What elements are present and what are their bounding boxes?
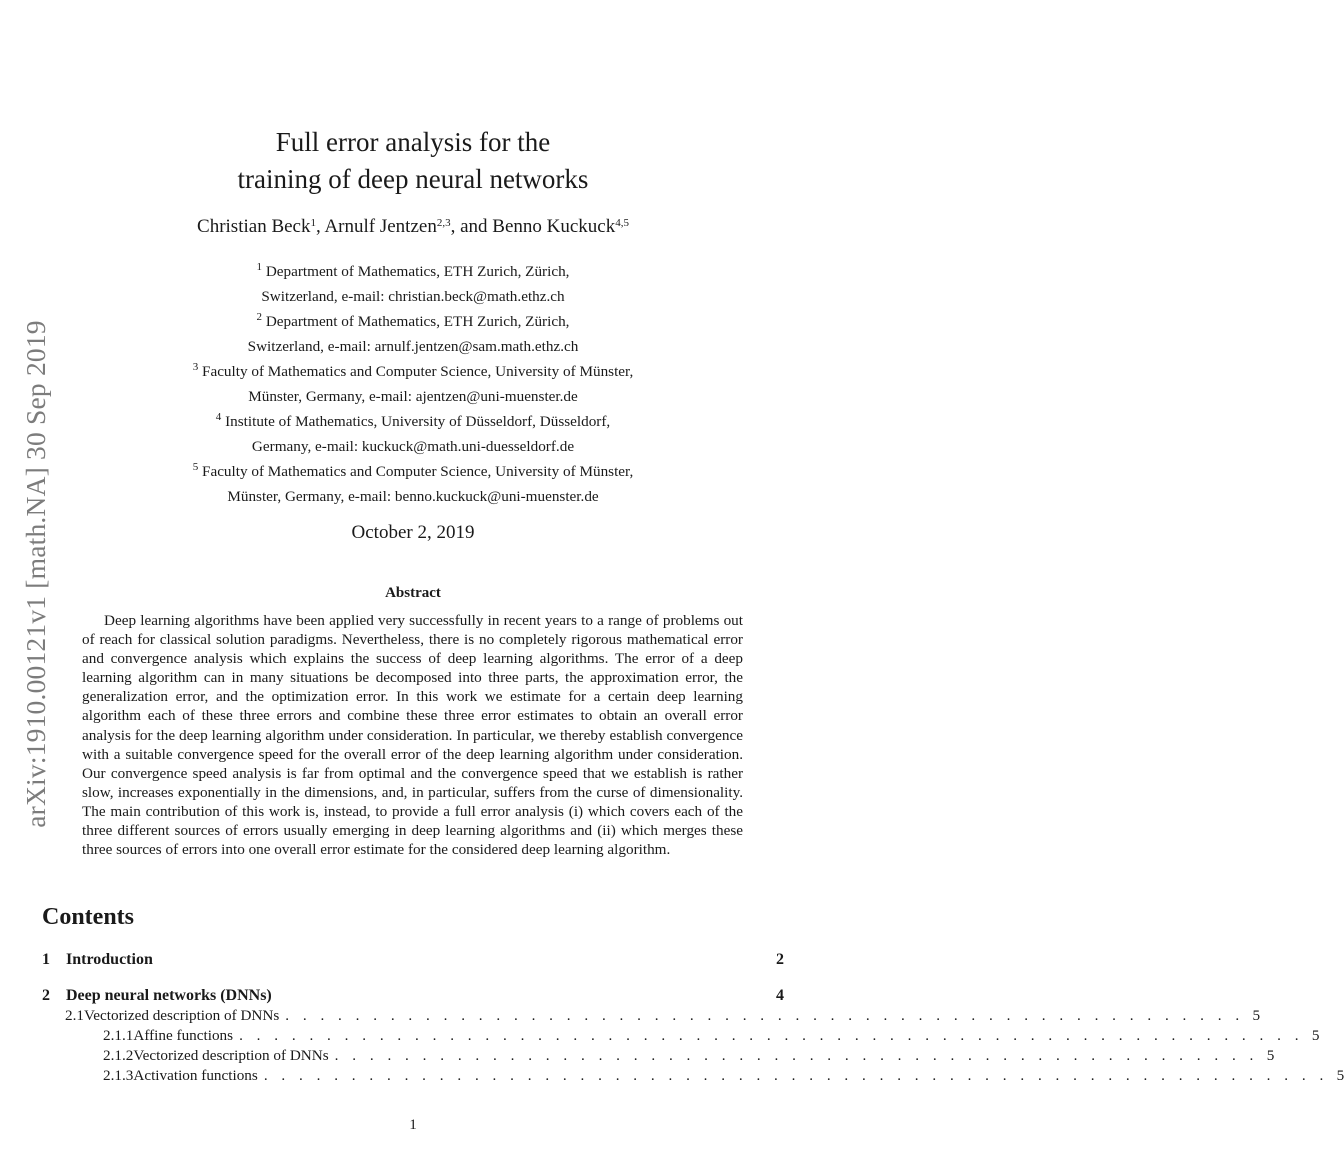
author-list (113, 214, 713, 240)
toc-title: Affine functions (133, 1027, 234, 1044)
author-name: Christian Beck (197, 216, 311, 237)
toc-page: 5 (1336, 1067, 1344, 1084)
toc-title: Activation functions (133, 1067, 258, 1084)
toc-leader-dots: . . . . . . . . . . . . . . . . . . . . . . . . . . . . . . . . . . . . . . . . . . . . . . . . . . . . . . . (285, 1007, 1245, 1024)
author-mark: 1 (310, 217, 316, 229)
affiliation-mark: 4 (215, 411, 222, 423)
affiliation-line: Institute of Mathematics, University of Düsseldorf, Düsseldorf, (225, 413, 611, 430)
affiliation-line: Switzerland, e-mail: christian.beck@math.ethz.ch (261, 288, 565, 305)
affiliation-mark: 5 (192, 461, 199, 473)
affiliation-line: Münster, Germany, e-mail: benno.kuckuck@uni-muenster.de (227, 488, 599, 505)
title-line-2: training of deep neural networks (237, 164, 589, 194)
toc-page: 4 (776, 987, 784, 1004)
paper-title (113, 124, 713, 198)
affiliation (113, 309, 713, 359)
author-name: Benno Kuckuck (492, 216, 616, 237)
publication-date: October 2, 2019 (351, 522, 475, 543)
toc-leader-dots: . . . . . . . . . . . . . . . . . . . . . . . . . . . . . . . . . . . . . . . . . . . . . . . . . . . . . . . . . . . . . (263, 1067, 1329, 1084)
page-number: 1 (409, 1116, 417, 1133)
affiliation-mark: 3 (192, 361, 199, 373)
affiliation (113, 409, 713, 459)
title-line-1: Full error analysis for the (275, 127, 551, 157)
affiliation-line: Münster, Germany, e-mail: ajentzen@uni-muenster.de (248, 388, 578, 405)
toc-number: 1 (42, 951, 50, 968)
toc-number: 2.1 (65, 1007, 84, 1024)
affiliation (113, 359, 713, 409)
toc-title: Introduction (66, 951, 153, 968)
affiliation-line: Department of Mathematics, ETH Zurich, Zürich, (265, 313, 570, 330)
toc-entry-introduction[interactable] (42, 950, 784, 970)
toc-leader-dots: . . . . . . . . . . . . . . . . . . . . . . . . . . . . . . . . . . . . . . . . . . . . . . . . . . . . . . . . . . . . . (239, 1027, 1304, 1044)
contents-heading: Contents (42, 904, 135, 930)
toc-title: Vectorized description of DNNs (83, 1007, 280, 1024)
toc-leader-dots: . . . . . . . . . . . . . . . . . . . . . . . . . . . . . . . . . . . . . . . . . . . . . . . . . . . . . (334, 1047, 1259, 1064)
toc-entry-activation-functions[interactable] (42, 1066, 1344, 1086)
toc-page: 5 (1311, 1027, 1320, 1044)
toc-page: 5 (1266, 1047, 1275, 1064)
author-mark: 2,3 (436, 217, 451, 229)
affiliation-mark: 1 (256, 261, 263, 273)
toc-number: 2.1.3 (103, 1067, 134, 1084)
arxiv-stamp: arXiv:1910.00121v1 [math.NA] 30 Sep 2019 (20, 320, 51, 828)
toc-entry-vectorized-description-dnns[interactable] (42, 1046, 1275, 1066)
affiliation-line: Germany, e-mail: kuckuck@math.uni-duesseldorf.de (251, 438, 575, 455)
author-mark: 4,5 (615, 217, 629, 229)
author-name: Arnulf Jentzen (324, 216, 437, 237)
toc-page: 2 (776, 951, 784, 968)
affiliation-line: Faculty of Mathematics and Computer Science, University of Münster, (202, 463, 634, 480)
affiliation-mark: 2 (256, 311, 263, 323)
abstract-heading: Abstract (385, 585, 441, 601)
toc-entry-dnns[interactable] (42, 986, 784, 1006)
toc-entry-vectorized-description[interactable] (42, 1006, 1261, 1026)
toc-number: 2.1.1 (103, 1027, 134, 1044)
author-separator: , (315, 216, 325, 237)
toc-number: 2 (42, 987, 50, 1004)
abstract-text: Deep learning algorithms have been applied very successfully in recent years to a range of problems out of reach for classical solution paradigms. Nevertheless, there is no completely rigorous mathematical error and convergence analysis which explains the success of deep learning algorithms. The error of a deep learning algorithm can in many situations be decomposed into three parts, the approximation error, the generalization error, and the optimization error. In this work we estimate for a certain deep learning algorithm each of these three errors and combine these three error estimates to obtain an overall error analysis for the deep learning algorithm under consideration. In particular, we thereby establish convergence with a suitable convergence speed for the overall error of the deep learning algorithm under consideration. Our convergence speed analysis is far from optimal and the convergence speed that we establish is rather slow, increases exponentially in the dimensions, and, in particular, suffers from the curse of dimensionality. The main contribution of this work is, instead, to provide a full error analysis (i) which covers each of the three different sources of errors usually emerging in deep learning algorithms and (ii) which merges these three sources of errors into one overall error estimate for the considered deep learning algorithm. (82, 612, 743, 859)
affiliation-line: Switzerland, e-mail: arnulf.jentzen@sam.math.ethz.ch (247, 338, 579, 355)
toc-title: Deep neural networks (DNNs) (66, 987, 272, 1004)
affiliation (113, 459, 713, 509)
toc-number: 2.1.2 (103, 1047, 134, 1064)
affiliation (113, 259, 713, 309)
affiliation-line: Faculty of Mathematics and Computer Science, University of Münster, (202, 363, 634, 380)
toc-entry-affine-functions[interactable] (42, 1026, 1320, 1046)
affiliation-line: Department of Mathematics, ETH Zurich, Zürich, (265, 263, 570, 280)
author-separator: , and (450, 216, 493, 237)
toc-title: Vectorized description of DNNs (133, 1047, 329, 1064)
toc-page: 5 (1252, 1007, 1261, 1024)
